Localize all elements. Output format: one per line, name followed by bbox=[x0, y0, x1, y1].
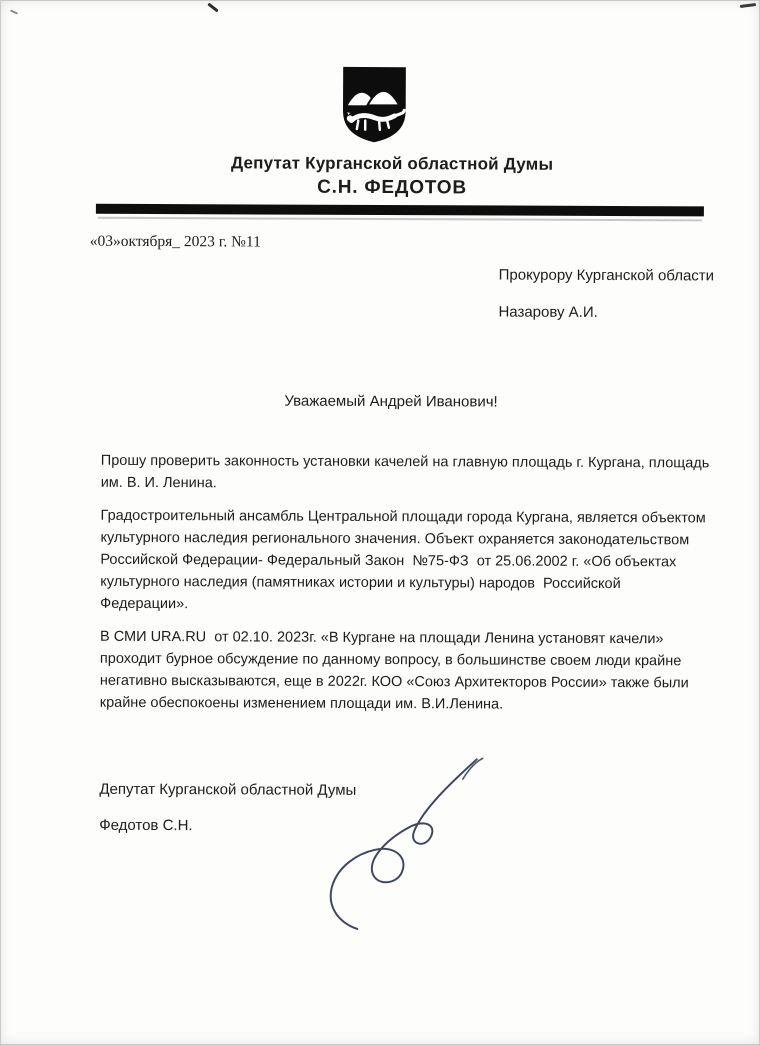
body-paragraph-3: В СМИ URA.RU от 02.10. 2023г. «В Кургане на площади Ленина установят качели» проходит бурное обсуждение по данному вопросу, в большинстве своем люди крайне негативно высказываются, еще в 2022г. КОО «Союз Архитекторов России» также были крайне обеспокоены изменением площади им. В.И.Ленина. bbox=[99, 628, 693, 713]
recipient-title: Прокурору Курганской области bbox=[498, 266, 715, 285]
letter-body bbox=[100, 450, 713, 728]
body-paragraph-2: Градостроительный ансамбль Центральной площади города Кургана, является объектом культурного наследия регионального значения. Объект охраняется законодательством Российской Федерации- Федеральный Закон №75-ФЗ от 25.06.2002 г. «Об объектах культурного наследия (памятниках истории и культуры) народов Российской Федерации». bbox=[100, 507, 710, 613]
recipient-name: Назарову А.И. bbox=[498, 303, 598, 321]
signer-name: Федотов С.Н. bbox=[99, 816, 193, 835]
handwritten-signature-icon bbox=[311, 749, 502, 938]
letterhead-divider bbox=[96, 204, 704, 217]
coat-of-arms-svg bbox=[334, 65, 414, 143]
letterhead-deputy-name: С.Н. ФЕДОТОВ bbox=[317, 176, 467, 199]
letterhead-org-name: Депутат Курганской областной Думы bbox=[230, 153, 554, 174]
letterhead-divider-shadow bbox=[98, 217, 702, 222]
body-paragraph-1: Прошу проверить законность установки качелей на главную площадь г. Кургана, площадь им. В. И. Ленина. bbox=[100, 452, 714, 492]
recipient-block bbox=[498, 268, 714, 322]
salutation: Уважаемый Андрей Иванович! bbox=[284, 392, 498, 411]
date-number-line: «03»октября_ 2023 г. №11 bbox=[89, 232, 261, 251]
kurgan-coat-of-arms-icon bbox=[334, 65, 414, 143]
signer-position: Депутат Курганской областной Думы bbox=[99, 780, 357, 799]
